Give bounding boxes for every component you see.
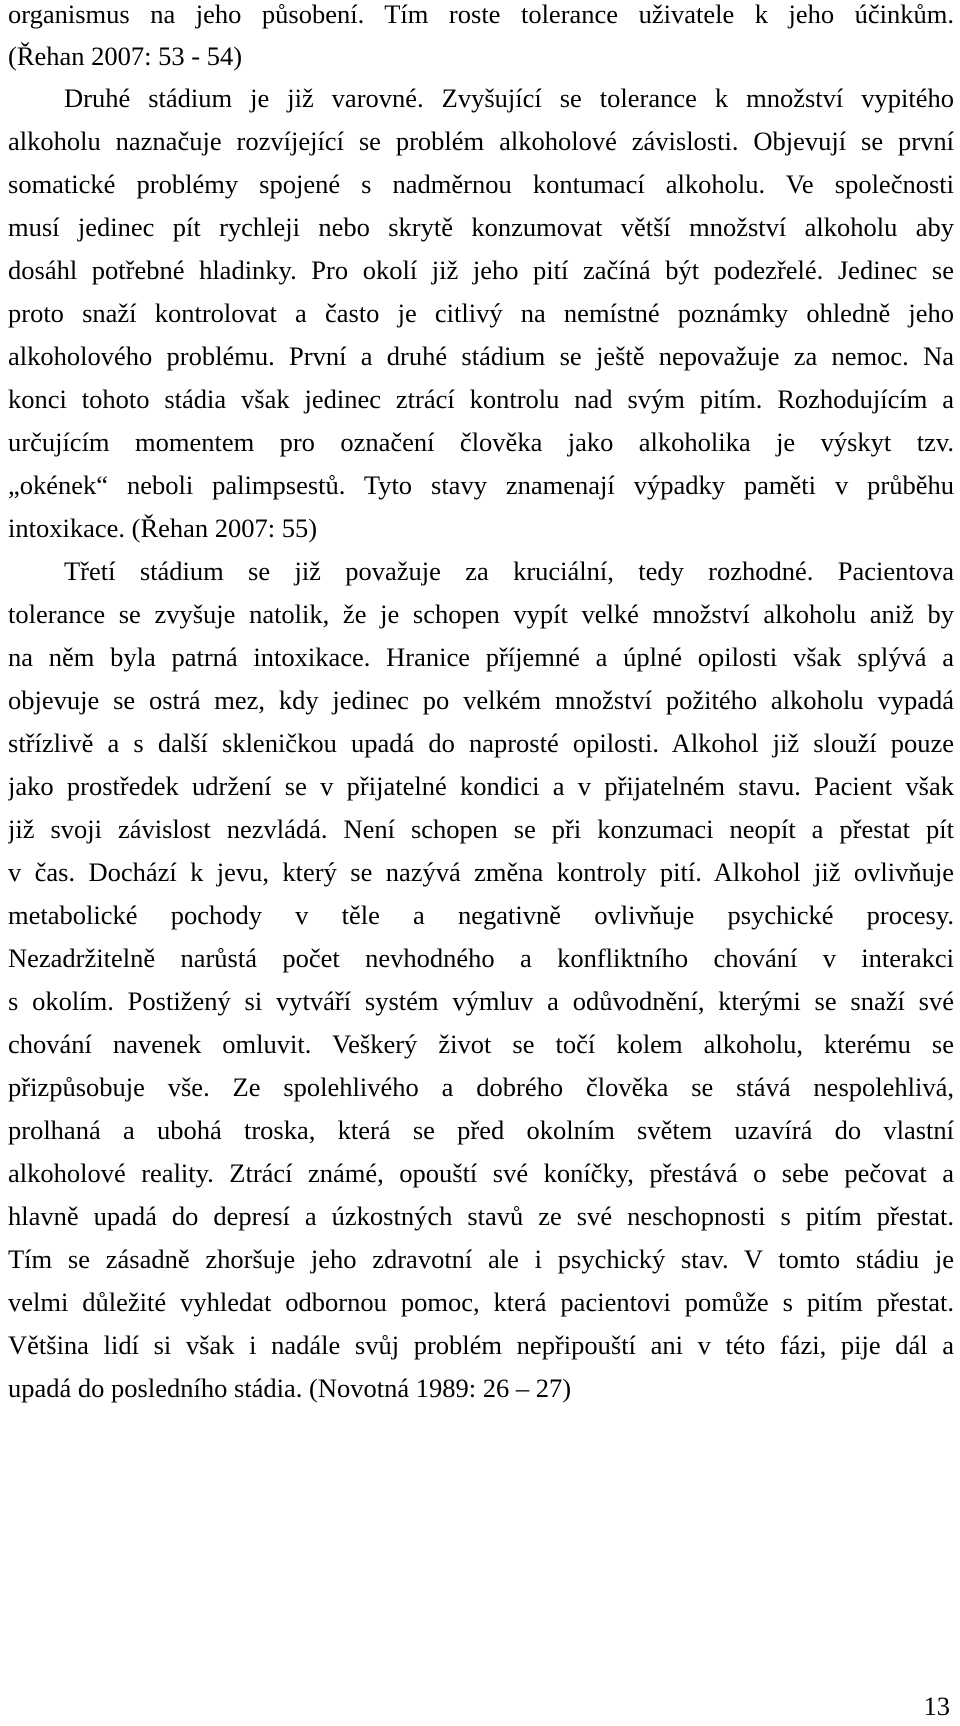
text-line: velmi důležité vyhledat odbornou pomoc, která pacientovi pomůže s pitím přestat.: [8, 1287, 954, 1317]
text-line: v čas. Dochází k jevu, který se nazývá změna kontroly pití. Alkohol již ovlivňuje: [8, 857, 954, 887]
text-line: musí jedinec pít rychleji nebo skrytě konzumovat větší množství alkoholu aby: [8, 212, 954, 242]
text-line: metabolické pochody v těle a negativně ovlivňuje psychické procesy.: [8, 900, 954, 930]
text-line: Třetí stádium se již považuje za kruciální, tedy rozhodné. Pacientova: [64, 556, 954, 586]
text-line: objevuje se ostrá mez, kdy jedinec po velkém množství požitého alkoholu vypadá: [8, 685, 954, 715]
text-line: Druhé stádium je již varovné. Zvyšující se tolerance k množství vypitého: [64, 83, 954, 113]
text-line: proto snaží kontrolovat a často je citlivý na nemístné poznámky ohledně jeho: [8, 298, 954, 328]
text-line: „okének“ neboli palimpsestů. Tyto stavy znamenají výpadky paměti v průběhu: [8, 470, 954, 500]
text-line: dosáhl potřebné hladinky. Pro okolí již jeho pití začíná být podezřelé. Jedinec se: [8, 255, 954, 285]
text-line: upadá do posledního stádia. (Novotná 1989: 26 – 27): [8, 1373, 572, 1403]
text-line: konci tohoto stádia však jedinec ztrácí kontrolu nad svým pitím. Rozhodujícím a: [8, 384, 954, 414]
text-line: střízlivě a s další skleničkou upadá do naprosté opilosti. Alkohol již slouží pouze: [8, 728, 954, 758]
text-line: prolhaná a ubohá troska, která se před okolním světem uzavírá do vlastní: [8, 1115, 954, 1145]
text-line: hlavně upadá do depresí a úzkostných stavů ze své neschopnosti s pitím přestat.: [8, 1201, 954, 1231]
text-line: již svoji závislost nezvládá. Není schopen se při konzumaci neopít a přestat pít: [8, 814, 954, 844]
text-line: alkoholového problému. První a druhé stádium se ještě nepovažuje za nemoc. Na: [8, 341, 954, 371]
page-number: 13: [923, 1691, 950, 1721]
text-line: tolerance se zvyšuje natolik, že je schopen vypít velké množství alkoholu aniž by: [8, 599, 954, 629]
text-line: na něm byla patrná intoxikace. Hranice příjemné a úplné opilosti však splývá a: [8, 642, 954, 672]
text-line: intoxikace. (Řehan 2007: 55): [8, 513, 318, 543]
text-line: organismus na jeho působení. Tím roste tolerance uživatele k jeho účinkům.: [8, 0, 954, 29]
text-line: Nezadržitelně narůstá počet nevhodného a konfliktního chování v interakci: [8, 943, 954, 973]
text-line: Většina lidí si však i nadále svůj problém nepřipouští ani v této fázi, pije dál a: [8, 1330, 954, 1360]
text-line: přizpůsobuje vše. Ze spolehlivého a dobrého člověka se stává nespolehlivá,: [8, 1072, 954, 1102]
text-line: somatické problémy spojené s nadměrnou kontumací alkoholu. Ve společnosti: [8, 169, 954, 199]
text-line: chování navenek omluvit. Veškerý život se točí kolem alkoholu, kterému se: [8, 1029, 954, 1059]
text-line: alkoholu naznačuje rozvíjející se problém alkoholové závislosti. Objevují se první: [8, 126, 954, 156]
text-line: alkoholové reality. Ztrácí známé, opouští své koníčky, přestává o sebe pečovat a: [8, 1158, 954, 1188]
text-line: Tím se zásadně zhoršuje jeho zdravotní ale i psychický stav. V tomto stádiu je: [8, 1244, 954, 1274]
text-line: (Řehan 2007: 53 - 54): [8, 41, 243, 71]
text-line: určujícím momentem pro označení člověka jako alkoholika je výskyt tzv.: [8, 427, 954, 457]
text-line: s okolím. Postižený si vytváří systém výmluv a odůvodnění, kterými se snaží své: [8, 986, 954, 1016]
text-line: jako prostředek udržení se v přijatelné kondici a v přijatelném stavu. Pacient však: [8, 771, 954, 801]
